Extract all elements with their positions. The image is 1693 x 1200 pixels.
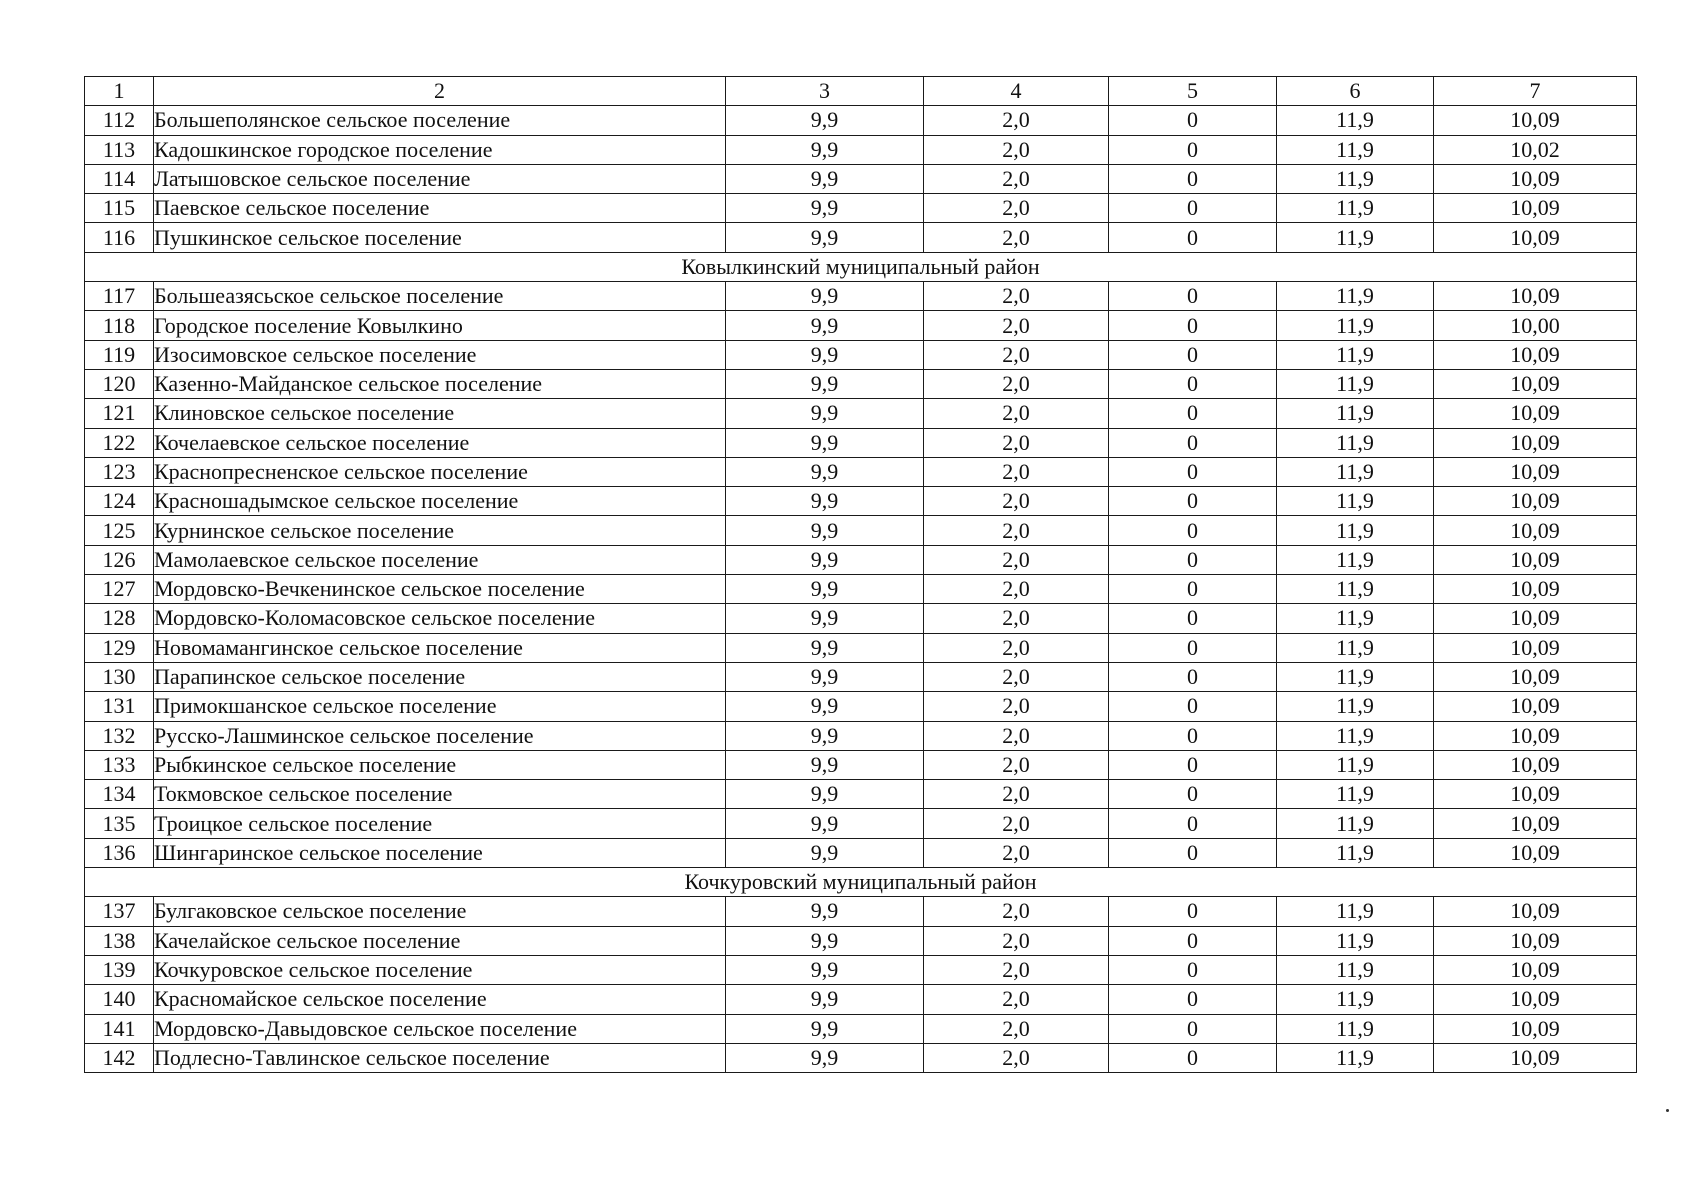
value-cell-3: 9,9 [726,106,924,135]
settlement-name-cell: Парапинское сельское поселение [154,662,726,691]
value-cell-5: 0 [1109,164,1277,193]
value-cell-4: 2,0 [924,604,1109,633]
row-number-cell: 113 [85,135,154,164]
row-number-cell: 117 [85,282,154,311]
row-number-cell: 131 [85,692,154,721]
value-cell-4: 2,0 [924,516,1109,545]
table-row [85,604,1637,633]
value-cell-7: 10,09 [1434,955,1637,984]
value-cell-7: 10,09 [1434,575,1637,604]
header-cell: 3 [726,77,924,106]
row-number-cell: 116 [85,223,154,252]
value-cell-3: 9,9 [726,1043,924,1072]
value-cell-7: 10,09 [1434,340,1637,369]
table-row [85,340,1637,369]
settlement-name-cell: Троицкое сельское поселение [154,809,726,838]
value-cell-3: 9,9 [726,1014,924,1043]
table-row [85,487,1637,516]
value-cell-3: 9,9 [726,457,924,486]
value-cell-7: 10,09 [1434,164,1637,193]
value-cell-3: 9,9 [726,369,924,398]
value-cell-3: 9,9 [726,575,924,604]
settlement-name-cell: Курнинское сельское поселение [154,516,726,545]
table-row [85,662,1637,691]
row-number-cell: 122 [85,428,154,457]
value-cell-4: 2,0 [924,487,1109,516]
value-cell-3: 9,9 [726,487,924,516]
header-cell: 2 [154,77,726,106]
value-cell-7: 10,09 [1434,780,1637,809]
header-cell: 4 [924,77,1109,106]
value-cell-6: 11,9 [1277,633,1434,662]
district-section-row [85,868,1637,897]
table-row [85,369,1637,398]
value-cell-4: 2,0 [924,692,1109,721]
value-cell-6: 11,9 [1277,721,1434,750]
settlement-name-cell: Мордовско-Давыдовское сельское поселение [154,1014,726,1043]
scan-speck [1666,1109,1669,1112]
row-number-cell: 114 [85,164,154,193]
value-cell-6: 11,9 [1277,604,1434,633]
value-cell-7: 10,09 [1434,897,1637,926]
value-cell-4: 2,0 [924,750,1109,779]
value-cell-5: 0 [1109,838,1277,867]
settlement-name-cell: Мордовско-Коломасовское сельское поселение [154,604,726,633]
settlement-name-cell: Кадошкинское городское поселение [154,135,726,164]
value-cell-6: 11,9 [1277,575,1434,604]
value-cell-3: 9,9 [726,282,924,311]
value-cell-6: 11,9 [1277,369,1434,398]
value-cell-6: 11,9 [1277,194,1434,223]
value-cell-4: 2,0 [924,223,1109,252]
row-number-cell: 120 [85,369,154,398]
value-cell-7: 10,09 [1434,428,1637,457]
value-cell-5: 0 [1109,282,1277,311]
value-cell-6: 11,9 [1277,985,1434,1014]
row-number-cell: 119 [85,340,154,369]
row-number-cell: 136 [85,838,154,867]
table-row [85,428,1637,457]
value-cell-5: 0 [1109,223,1277,252]
value-cell-6: 11,9 [1277,311,1434,340]
row-number-cell: 130 [85,662,154,691]
value-cell-3: 9,9 [726,164,924,193]
row-number-cell: 129 [85,633,154,662]
settlement-name-cell: Мамолаевское сельское поселение [154,545,726,574]
value-cell-6: 11,9 [1277,809,1434,838]
settlement-name-cell: Кочелаевское сельское поселение [154,428,726,457]
row-number-cell: 124 [85,487,154,516]
value-cell-5: 0 [1109,399,1277,428]
value-cell-6: 11,9 [1277,106,1434,135]
value-cell-7: 10,09 [1434,662,1637,691]
value-cell-5: 0 [1109,457,1277,486]
table-row [85,838,1637,867]
value-cell-7: 10,09 [1434,1014,1637,1043]
settlement-name-cell: Краснопресненское сельское поселение [154,457,726,486]
value-cell-3: 9,9 [726,545,924,574]
value-cell-4: 2,0 [924,1043,1109,1072]
value-cell-6: 11,9 [1277,428,1434,457]
table-row [85,575,1637,604]
row-number-cell: 141 [85,1014,154,1043]
value-cell-7: 10,09 [1434,282,1637,311]
column-number-header-row [85,77,1637,106]
row-number-cell: 121 [85,399,154,428]
table-row [85,1014,1637,1043]
value-cell-3: 9,9 [726,721,924,750]
settlement-name-cell: Большеазясьское сельское поселение [154,282,726,311]
header-cell: 6 [1277,77,1434,106]
row-number-cell: 142 [85,1043,154,1072]
table-body [85,77,1637,1073]
table-row [85,399,1637,428]
value-cell-4: 2,0 [924,926,1109,955]
value-cell-4: 2,0 [924,633,1109,662]
value-cell-5: 0 [1109,662,1277,691]
value-cell-3: 9,9 [726,399,924,428]
value-cell-4: 2,0 [924,194,1109,223]
district-title: Ковылкинский муниципальный район [85,252,1637,281]
value-cell-5: 0 [1109,780,1277,809]
value-cell-4: 2,0 [924,106,1109,135]
row-number-cell: 140 [85,985,154,1014]
row-number-cell: 118 [85,311,154,340]
value-cell-6: 11,9 [1277,457,1434,486]
value-cell-6: 11,9 [1277,692,1434,721]
settlement-name-cell: Русско-Лашминское сельское поселение [154,721,726,750]
value-cell-5: 0 [1109,428,1277,457]
value-cell-3: 9,9 [726,516,924,545]
value-cell-3: 9,9 [726,340,924,369]
table-row [85,721,1637,750]
row-number-cell: 132 [85,721,154,750]
settlement-name-cell: Примокшанское сельское поселение [154,692,726,721]
settlement-name-cell: Шингаринское сельское поселение [154,838,726,867]
table-row [85,926,1637,955]
value-cell-3: 9,9 [726,604,924,633]
value-cell-4: 2,0 [924,311,1109,340]
table-row [85,750,1637,779]
value-cell-5: 0 [1109,340,1277,369]
table-row [85,516,1637,545]
value-cell-7: 10,09 [1434,926,1637,955]
value-cell-7: 10,09 [1434,1043,1637,1072]
row-number-cell: 123 [85,457,154,486]
table-row [85,545,1637,574]
row-number-cell: 134 [85,780,154,809]
data-table [84,76,1637,1073]
value-cell-7: 10,09 [1434,545,1637,574]
table-row [85,692,1637,721]
value-cell-7: 10,09 [1434,487,1637,516]
value-cell-6: 11,9 [1277,516,1434,545]
value-cell-6: 11,9 [1277,487,1434,516]
table-row [85,164,1637,193]
value-cell-4: 2,0 [924,135,1109,164]
value-cell-5: 0 [1109,194,1277,223]
row-number-cell: 138 [85,926,154,955]
value-cell-5: 0 [1109,985,1277,1014]
value-cell-7: 10,09 [1434,457,1637,486]
row-number-cell: 128 [85,604,154,633]
value-cell-7: 10,09 [1434,516,1637,545]
header-cell: 5 [1109,77,1277,106]
value-cell-6: 11,9 [1277,662,1434,691]
row-number-cell: 133 [85,750,154,779]
settlement-name-cell: Казенно-Майданское сельское поселение [154,369,726,398]
value-cell-6: 11,9 [1277,282,1434,311]
value-cell-5: 0 [1109,369,1277,398]
settlement-name-cell: Паевское сельское поселение [154,194,726,223]
value-cell-7: 10,02 [1434,135,1637,164]
table-row [85,311,1637,340]
row-number-cell: 126 [85,545,154,574]
value-cell-3: 9,9 [726,809,924,838]
value-cell-7: 10,09 [1434,633,1637,662]
value-cell-6: 11,9 [1277,750,1434,779]
settlement-name-cell: Городское поселение Ковылкино [154,311,726,340]
value-cell-5: 0 [1109,692,1277,721]
value-cell-7: 10,09 [1434,838,1637,867]
value-cell-4: 2,0 [924,545,1109,574]
row-number-cell: 135 [85,809,154,838]
value-cell-3: 9,9 [726,926,924,955]
value-cell-3: 9,9 [726,135,924,164]
value-cell-6: 11,9 [1277,838,1434,867]
value-cell-4: 2,0 [924,1014,1109,1043]
value-cell-5: 0 [1109,487,1277,516]
value-cell-3: 9,9 [726,428,924,457]
settlement-name-cell: Кочкуровское сельское поселение [154,955,726,984]
value-cell-5: 0 [1109,721,1277,750]
value-cell-5: 0 [1109,135,1277,164]
table-row [85,780,1637,809]
settlement-name-cell: Рыбкинское сельское поселение [154,750,726,779]
settlement-name-cell: Изосимовское сельское поселение [154,340,726,369]
value-cell-6: 11,9 [1277,399,1434,428]
settlement-name-cell: Новомамангинское сельское поселение [154,633,726,662]
value-cell-5: 0 [1109,106,1277,135]
value-cell-6: 11,9 [1277,340,1434,369]
value-cell-7: 10,09 [1434,194,1637,223]
value-cell-6: 11,9 [1277,164,1434,193]
value-cell-4: 2,0 [924,780,1109,809]
table-row [85,223,1637,252]
value-cell-5: 0 [1109,750,1277,779]
value-cell-3: 9,9 [726,955,924,984]
value-cell-4: 2,0 [924,369,1109,398]
value-cell-3: 9,9 [726,838,924,867]
value-cell-4: 2,0 [924,428,1109,457]
value-cell-4: 2,0 [924,897,1109,926]
value-cell-3: 9,9 [726,780,924,809]
value-cell-7: 10,09 [1434,223,1637,252]
value-cell-7: 10,09 [1434,750,1637,779]
value-cell-3: 9,9 [726,223,924,252]
settlement-name-cell: Латышовское сельское поселение [154,164,726,193]
row-number-cell: 139 [85,955,154,984]
value-cell-6: 11,9 [1277,780,1434,809]
value-cell-6: 11,9 [1277,926,1434,955]
value-cell-5: 0 [1109,926,1277,955]
table-row [85,809,1637,838]
value-cell-5: 0 [1109,545,1277,574]
value-cell-5: 0 [1109,604,1277,633]
value-cell-3: 9,9 [726,692,924,721]
settlement-name-cell: Подлесно-Тавлинское сельское поселение [154,1043,726,1072]
value-cell-6: 11,9 [1277,955,1434,984]
value-cell-6: 11,9 [1277,1043,1434,1072]
value-cell-7: 10,09 [1434,369,1637,398]
value-cell-7: 10,09 [1434,692,1637,721]
value-cell-4: 2,0 [924,721,1109,750]
value-cell-6: 11,9 [1277,223,1434,252]
value-cell-4: 2,0 [924,164,1109,193]
settlement-name-cell: Пушкинское сельское поселение [154,223,726,252]
settlement-name-cell: Красномайское сельское поселение [154,985,726,1014]
value-cell-4: 2,0 [924,838,1109,867]
table-row [85,985,1637,1014]
value-cell-3: 9,9 [726,985,924,1014]
settlement-name-cell: Красношадымское сельское поселение [154,487,726,516]
table-row [85,135,1637,164]
value-cell-7: 10,09 [1434,106,1637,135]
value-cell-5: 0 [1109,575,1277,604]
table-row [85,1043,1637,1072]
row-number-cell: 112 [85,106,154,135]
value-cell-4: 2,0 [924,575,1109,604]
header-cell: 7 [1434,77,1637,106]
value-cell-4: 2,0 [924,985,1109,1014]
row-number-cell: 137 [85,897,154,926]
district-title: Кочкуровский муниципальный район [85,868,1637,897]
value-cell-5: 0 [1109,633,1277,662]
settlement-name-cell: Токмовское сельское поселение [154,780,726,809]
settlement-name-cell: Мордовско-Вечкенинское сельское поселение [154,575,726,604]
value-cell-3: 9,9 [726,750,924,779]
row-number-cell: 125 [85,516,154,545]
value-cell-5: 0 [1109,516,1277,545]
value-cell-4: 2,0 [924,809,1109,838]
table-row [85,106,1637,135]
header-cell: 1 [85,77,154,106]
value-cell-6: 11,9 [1277,545,1434,574]
value-cell-5: 0 [1109,809,1277,838]
settlement-name-cell: Большеполянское сельское поселение [154,106,726,135]
value-cell-3: 9,9 [726,194,924,223]
value-cell-4: 2,0 [924,955,1109,984]
value-cell-5: 0 [1109,897,1277,926]
value-cell-7: 10,09 [1434,399,1637,428]
value-cell-5: 0 [1109,955,1277,984]
value-cell-4: 2,0 [924,340,1109,369]
value-cell-5: 0 [1109,1014,1277,1043]
value-cell-3: 9,9 [726,311,924,340]
value-cell-7: 10,09 [1434,985,1637,1014]
value-cell-7: 10,09 [1434,721,1637,750]
district-section-row [85,252,1637,281]
table-row [85,955,1637,984]
value-cell-4: 2,0 [924,399,1109,428]
value-cell-4: 2,0 [924,457,1109,486]
value-cell-6: 11,9 [1277,135,1434,164]
value-cell-3: 9,9 [726,897,924,926]
value-cell-5: 0 [1109,311,1277,340]
settlement-name-cell: Булгаковское сельское поселение [154,897,726,926]
table-row [85,897,1637,926]
settlement-name-cell: Клиновское сельское поселение [154,399,726,428]
value-cell-7: 10,09 [1434,604,1637,633]
value-cell-3: 9,9 [726,662,924,691]
table-row [85,282,1637,311]
value-cell-7: 10,09 [1434,809,1637,838]
value-cell-4: 2,0 [924,662,1109,691]
value-cell-4: 2,0 [924,282,1109,311]
row-number-cell: 115 [85,194,154,223]
value-cell-6: 11,9 [1277,897,1434,926]
value-cell-3: 9,9 [726,633,924,662]
table-row [85,633,1637,662]
row-number-cell: 127 [85,575,154,604]
value-cell-5: 0 [1109,1043,1277,1072]
table-row [85,194,1637,223]
value-cell-7: 10,00 [1434,311,1637,340]
settlement-name-cell: Качелайское сельское поселение [154,926,726,955]
value-cell-6: 11,9 [1277,1014,1434,1043]
table-row [85,457,1637,486]
